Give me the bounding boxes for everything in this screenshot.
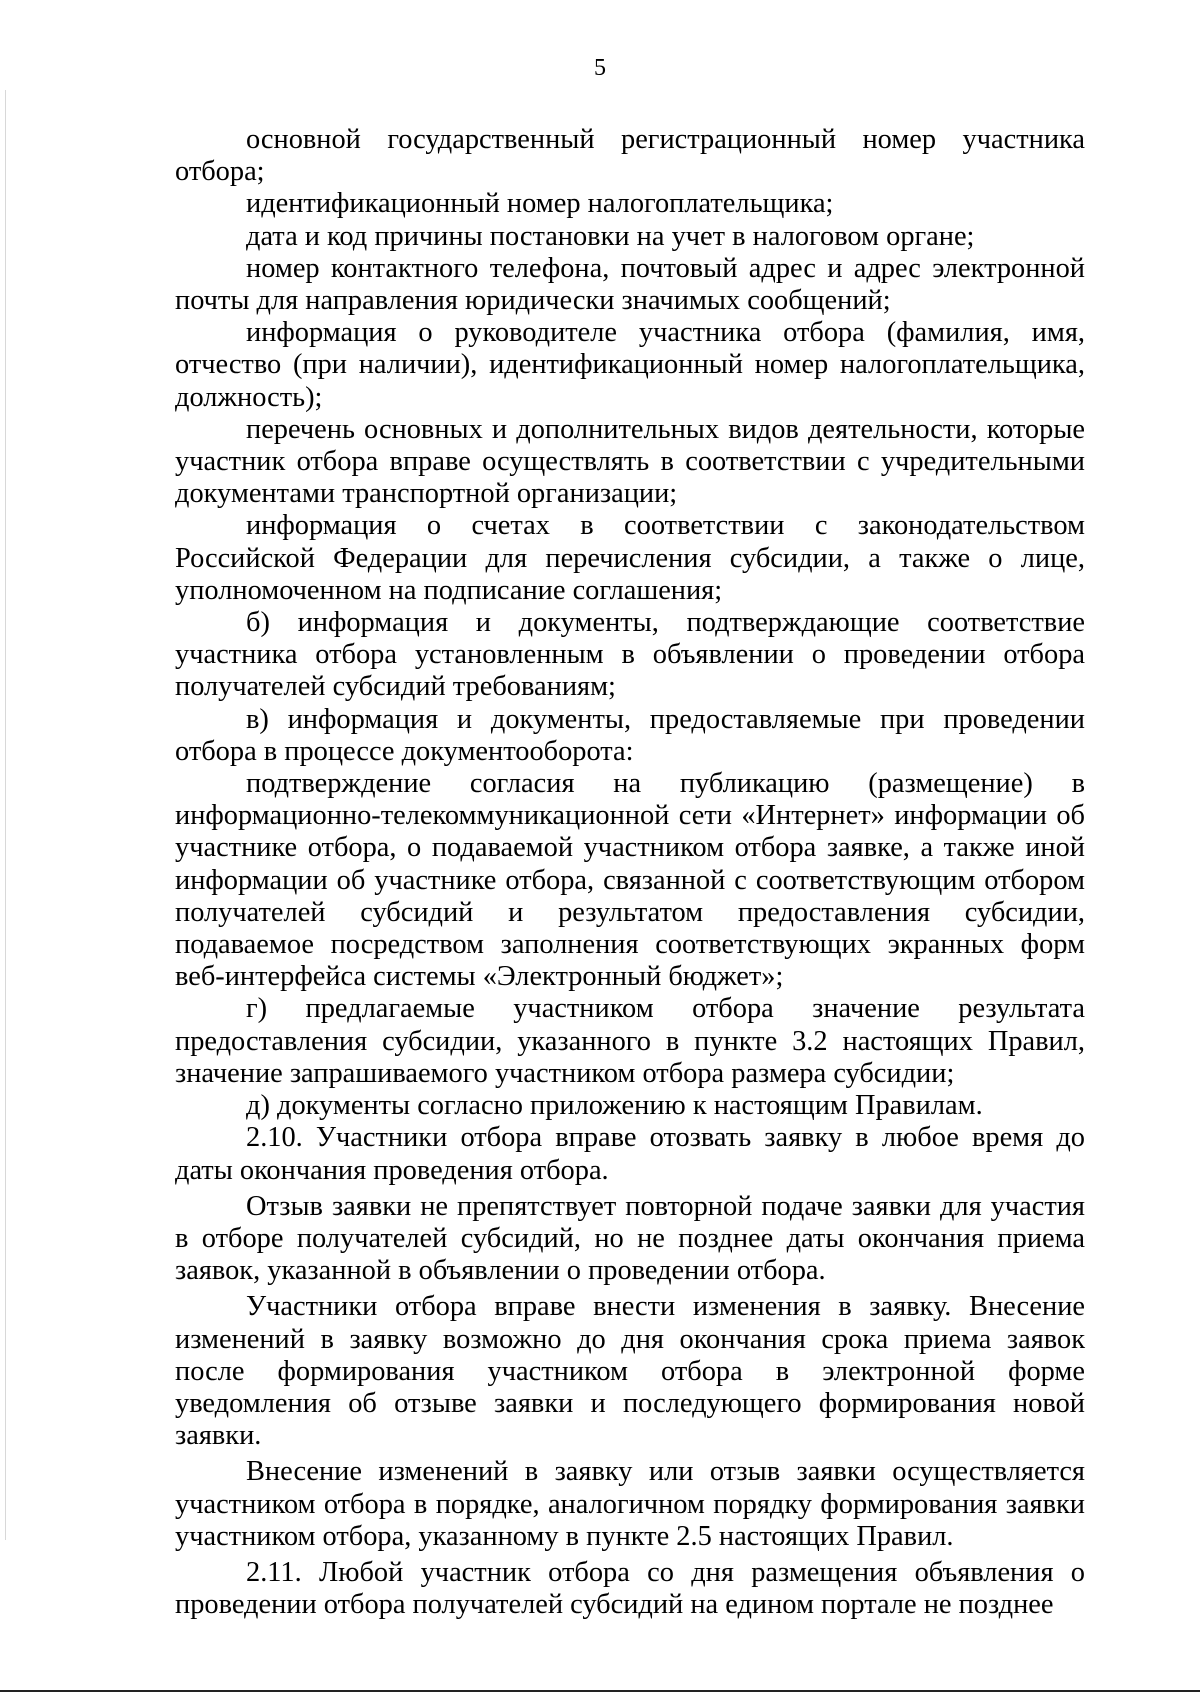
paragraph: основной государственный регистрационный номер участника отбора;	[175, 124, 1085, 188]
paragraph: 2.11. Любой участник отбора со дня размещения объявления о проведении отбора получателей субсидий на едином портале не позднее	[175, 1556, 1085, 1621]
paragraph: д) документы согласно приложению к настоящим Правилам.	[246, 1090, 983, 1122]
paragraph: г) предлагаемые участником отбора значение результата предоставления субсидии, указанного в пункте 3.2 настоящих Правил, значение запрашиваемого участником отбора размера субсидии;	[175, 993, 1085, 1089]
document-body	[175, 124, 1085, 1621]
paragraph: перечень основных и дополнительных видов деятельности, которые участник отбора вправе осуществлять в соответствии с учредительными документами транспортной организации;	[175, 413, 1085, 510]
paragraph: подтверждение согласия на публикацию (размещение) в информационно-телекоммуникационной сети «Интернет» информации об участнике отбора, о подаваемой участником отбора заявке, а также иной информации об участнике отбора, связанной с соответствующим отбором получателей субсидий и результатом предоставления субсидии, подаваемое посредством заполнения соответствующих экранных форм веб-интерфейса системы «Электронный бюджет»;	[175, 768, 1085, 993]
page-number: 5	[594, 55, 606, 81]
paragraph: дата и код причины постановки на учет в налоговом органе;	[246, 220, 975, 252]
paragraph: 2.10. Участники отбора вправе отозвать заявку в любое время до даты окончания проведения отбора.	[175, 1122, 1085, 1186]
paragraph: Внесение изменений в заявку или отзыв заявки осуществляется участником отбора в порядке, аналогичном порядку формирования заявки участником отбора, указанному в пункте 2.5 настоящих Правил.	[175, 1456, 1085, 1552]
paragraph: номер контактного телефона, почтовый адрес и адрес электронной почты для направления юридически значимых сообщений;	[175, 252, 1085, 317]
paragraph: идентификационный номер налогоплательщика;	[246, 188, 834, 220]
paragraph: Отзыв заявки не препятствует повторной подаче заявки для участия в отборе получателей субсидий, но не позднее даты окончания приема заявок, указанной в объявлении о проведении отбора.	[175, 1190, 1085, 1287]
paragraph: в) информация и документы, предоставляемые при проведении отбора в процессе документооборота:	[175, 703, 1085, 767]
paragraph: Участники отбора вправе внести изменения в заявку. Внесение изменений в заявку возможно до дня окончания срока приема заявок после формирования участником отбора в электронной форме уведомления об отзыве заявки и последующего формирования новой заявки.	[175, 1291, 1085, 1452]
scan-edge-left	[5, 90, 6, 1540]
paragraph: информация о руководителе участника отбора (фамилия, имя, отчество (при наличии), идентификационный номер налогоплательщика, должность);	[175, 317, 1085, 413]
scan-edge-bottom	[0, 1690, 1200, 1692]
paragraph: информация о счетах в соответствии с законодательством Российской Федерации для перечисления субсидии, а также о лице, уполномоченном на подписание соглашения;	[175, 510, 1085, 606]
paragraph: б) информация и документы, подтверждающие соответствие участника отбора установленным в объявлении о проведении отбора получателей субсидий требованиям;	[175, 607, 1085, 703]
